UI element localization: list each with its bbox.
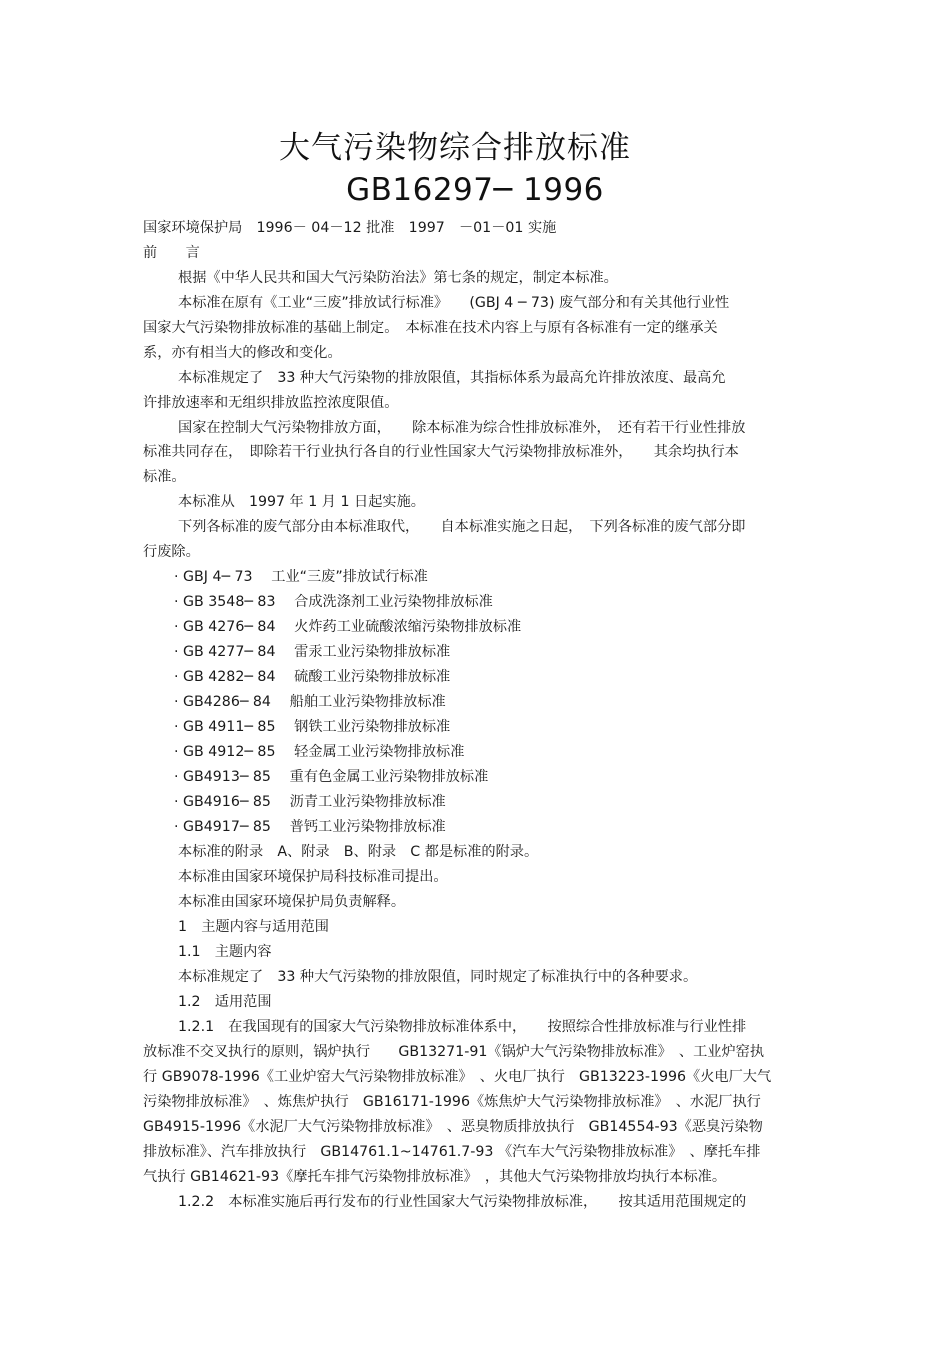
paragraph-line: 本标准由国家环境保护局负责解释。 [178, 894, 406, 910]
list-item: · GB4916─ 85 沥青工业污染物排放标准 [174, 794, 446, 810]
paragraph-line: 行 GB9078-1996《工业炉窑大气污染物排放标准》 、火电厂执行 GB13223-1996《火电厂大气 [143, 1069, 772, 1085]
list-item: · GB4917─ 85 普钙工业污染物排放标准 [174, 819, 446, 835]
list-item: · GB4913─ 85 重有色金属工业污染物排放标准 [174, 769, 489, 785]
paragraph-line: 污染物排放标准》 、炼焦炉执行 GB16171-1996《炼焦炉大气污染物排放标准》 、水泥厂执行 [143, 1094, 761, 1110]
paragraph-line: 根据《中华人民共和国大气污染防治法》第七条的规定，制定本标准。 [178, 270, 618, 286]
paragraph-line: GB4915-1996《水泥厂大气污染物排放标准》 、恶臭物质排放执行 GB14554-93《恶臭污染物 [143, 1119, 763, 1135]
preface-heading: 前 言 [143, 245, 200, 261]
list-item: · GB 4277─ 84 雷汞工业污染物排放标准 [174, 644, 451, 660]
list-item: · GB 4276─ 84 火炸药工业硫酸浓缩污染物排放标准 [174, 619, 522, 635]
section-heading: 1.1 主题内容 [178, 944, 272, 960]
paragraph-line: 气执行 GB14621-93《摩托车排气污染物排放标准》 ，其他大气污染物排放均执行本标准。 [143, 1169, 727, 1185]
paragraph-line: 本标准规定了 33 种大气污染物的排放限值，同时规定了标准执行中的各种要求。 [178, 969, 698, 985]
paragraph-line: 行废除。 [143, 544, 200, 560]
paragraph-line: 本标准在原有《工业“三废”排放试行标准》 (GBJ 4 ─ 73) 废气部分和有关其他行业性 [178, 295, 730, 311]
paragraph-line: 本标准从 1997 年 1 月 1 日起实施。 [178, 494, 425, 510]
paragraph-line: 国家大气污染物排放标准的基础上制定。 本标准在技术内容上与原有各标准有一定的继承关 [143, 320, 718, 336]
list-item: · GB4286─ 84 船舶工业污染物排放标准 [174, 694, 446, 710]
paragraph-line: 排放标准》、汽车排放执行 GB14761.1~14761.7-93 《汽车大气污染物排放标准》 、摩托车排 [143, 1144, 761, 1160]
list-item: · GB 4911─ 85 钢铁工业污染物排放标准 [174, 719, 451, 735]
paragraph-line: 国家在控制大气污染物排放方面， 除本标准为综合性排放标准外， 还有若干行业性排放 [178, 420, 746, 436]
paragraph-line: 1.2.1 在我国现有的国家大气污染物排放标准体系中， 按照综合性排放标准与行业性排 [178, 1019, 747, 1035]
section-heading: 1.2 适用范围 [178, 994, 272, 1010]
issue-line: 国家环境保护局 1996－ 04－12 批准 1997 －01－01 实施 [143, 220, 557, 236]
paragraph-line: 本标准规定了 33 种大气污染物的排放限值，其指标体系为最高允许排放浓度、最高允 [178, 370, 726, 386]
paragraph-line: 标准。 [143, 469, 186, 485]
list-item: · GB 4912─ 85 轻金属工业污染物排放标准 [174, 744, 465, 760]
list-item: · GB 4282─ 84 硫酸工业污染物排放标准 [174, 669, 451, 685]
paragraph-line: 许排放速率和无组织排放监控浓度限值。 [143, 395, 399, 411]
list-item: · GB 3548─ 83 合成洗涤剂工业污染物排放标准 [174, 594, 493, 610]
paragraph-line: 放标准不交叉执行的原则，锅炉执行 GB13271-91《锅炉大气污染物排放标准》 、工业炉窑执 [143, 1044, 765, 1060]
section-heading: 1 主题内容与适用范围 [178, 919, 329, 935]
paragraph-line: 1.2.2 本标准实施后再行发布的行业性国家大气污染物排放标准， 按其适用范围规定的 [178, 1194, 747, 1210]
list-item: · GBJ 4─ 73 工业“三废”排放试行标准 [174, 569, 428, 585]
standard-code: GB16297─ 1996 [346, 172, 604, 208]
paragraph-line: 下列各标准的废气部分由本标准取代， 自本标准实施之日起， 下列各标准的废气部分即 [178, 519, 746, 535]
paragraph-line: 标准共同存在， 即除若干行业执行各自的行业性国家大气污染物排放标准外， 其余均执行本 [143, 444, 739, 460]
paragraph-line: 本标准由国家环境保护局科技标准司提出。 [178, 869, 448, 885]
paragraph-line: 本标准的附录 A、附录 B、附录 C 都是标准的附录。 [178, 844, 539, 860]
document-title: 大气污染物综合排放标准 [279, 130, 631, 166]
paragraph-line: 系，亦有相当大的修改和变化。 [143, 345, 342, 361]
